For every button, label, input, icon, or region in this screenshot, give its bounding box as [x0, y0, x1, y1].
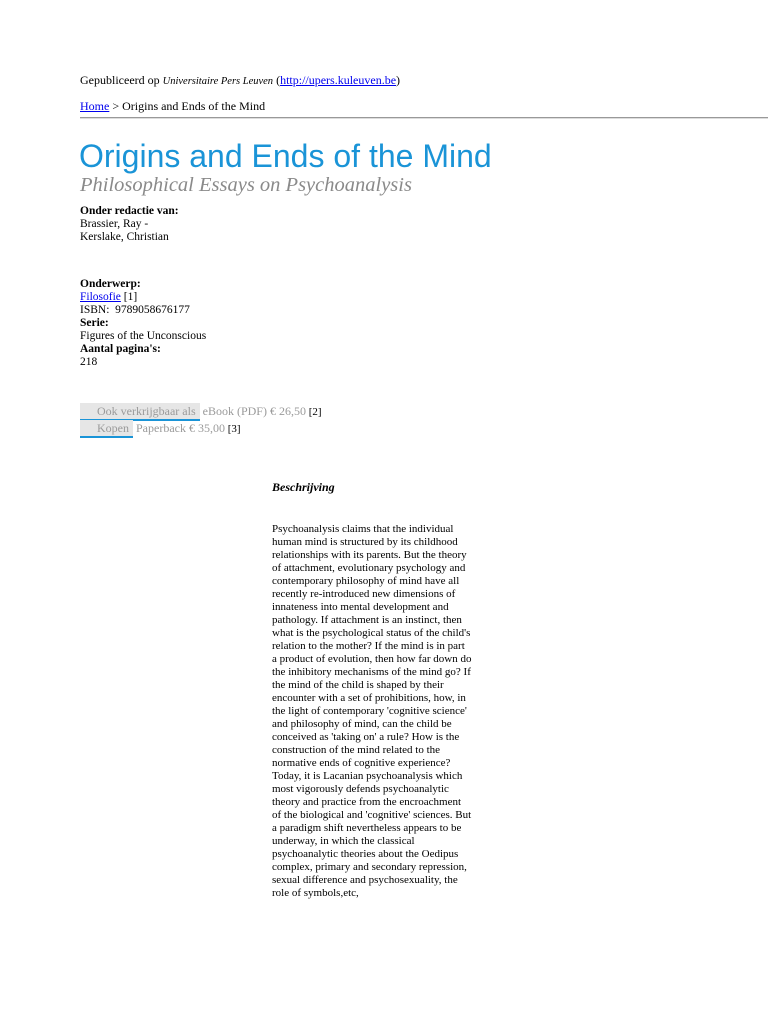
published-prefix: Gepubliceerd op — [80, 73, 160, 87]
ebook-ref: [2] — [305, 406, 322, 418]
paperback-price: Paperback € 35,00 — [133, 421, 225, 435]
breadcrumb-separator: > — [109, 99, 123, 113]
header-divider — [80, 117, 768, 119]
subject-ref: [1] — [120, 291, 138, 303]
ebook-row — [80, 403, 322, 421]
page-title: Origins and Ends of the Mind — [79, 138, 492, 174]
details-block — [80, 278, 206, 369]
ebook-button[interactable]: Ook verkrijgbaar als — [80, 403, 200, 421]
breadcrumb-home-link[interactable]: Home — [80, 99, 110, 113]
site-name: Universitaire Pers Leuven — [162, 76, 274, 87]
isbn-label: ISBN: — [80, 304, 110, 316]
editor-name: Brassier, Ray - — [80, 218, 149, 230]
series-label: Serie: — [80, 317, 109, 329]
published-line — [80, 73, 400, 88]
subject-label: Onderwerp: — [80, 278, 141, 290]
pages-value: 218 — [80, 356, 98, 368]
subject-link[interactable]: Filosofie — [80, 291, 121, 303]
description-body: Psychoanalysis claims that the individual human mind is structured by its childhood relationships with its parents. But the theory of attachment, evolutionary psychology and contemporary philosophy of mind have all recently re-introduced new dimensions of innateness into mental development and pathology. If attachment is an instinct, then what is the psychological status of the child's relation to the mother? If the mind is in part a product of evolution, then how far down do the inhibitory mechanisms of the mind go? If the mind of the child is shaped by their encounter with a set of prohibitions, how, in the light of contemporary 'cognitive science' and philosophy of mind, can the child be conceived as 'taking on' a rule? How is the construction of the mind related to the normative ends of cognitive experience? Today, it is Lacanian psychoanalysis which most vigorously defends psychoanalytic theory and practice from the encroachment of the biological and 'cognitive' sciences. But a paradigm shift nevertheless appears to be underway, in which the classical psychoanalytic theories about the Oedipus complex, primary and secondary repression, sexual difference and psychosexuality, the role of symbols,etc, — [272, 523, 472, 899]
site-url-open: ( — [276, 73, 281, 87]
editor-name: Kerslake, Christian — [80, 231, 169, 243]
page-subtitle: Philosophical Essays on Psychoanalysis — [80, 174, 412, 196]
editors-block — [80, 205, 179, 244]
description-heading: Beschrijving — [272, 480, 335, 494]
buy-button[interactable]: Kopen — [80, 420, 133, 438]
breadcrumb-current: Origins and Ends of the Mind — [122, 99, 266, 113]
paperback-row — [80, 420, 241, 438]
ebook-price: eBook (PDF) € 26,50 — [199, 404, 306, 418]
isbn-value: 9789058676177 — [115, 304, 190, 316]
site-url-close: ) — [396, 73, 401, 87]
site-url-link[interactable]: http://upers.kuleuven.be — [280, 73, 397, 87]
series-value: Figures of the Unconscious — [80, 330, 207, 342]
breadcrumb — [80, 99, 265, 114]
paperback-ref: [3] — [224, 423, 241, 435]
editors-label: Onder redactie van: — [80, 205, 179, 217]
pages-label: Aantal pagina's: — [80, 343, 161, 355]
